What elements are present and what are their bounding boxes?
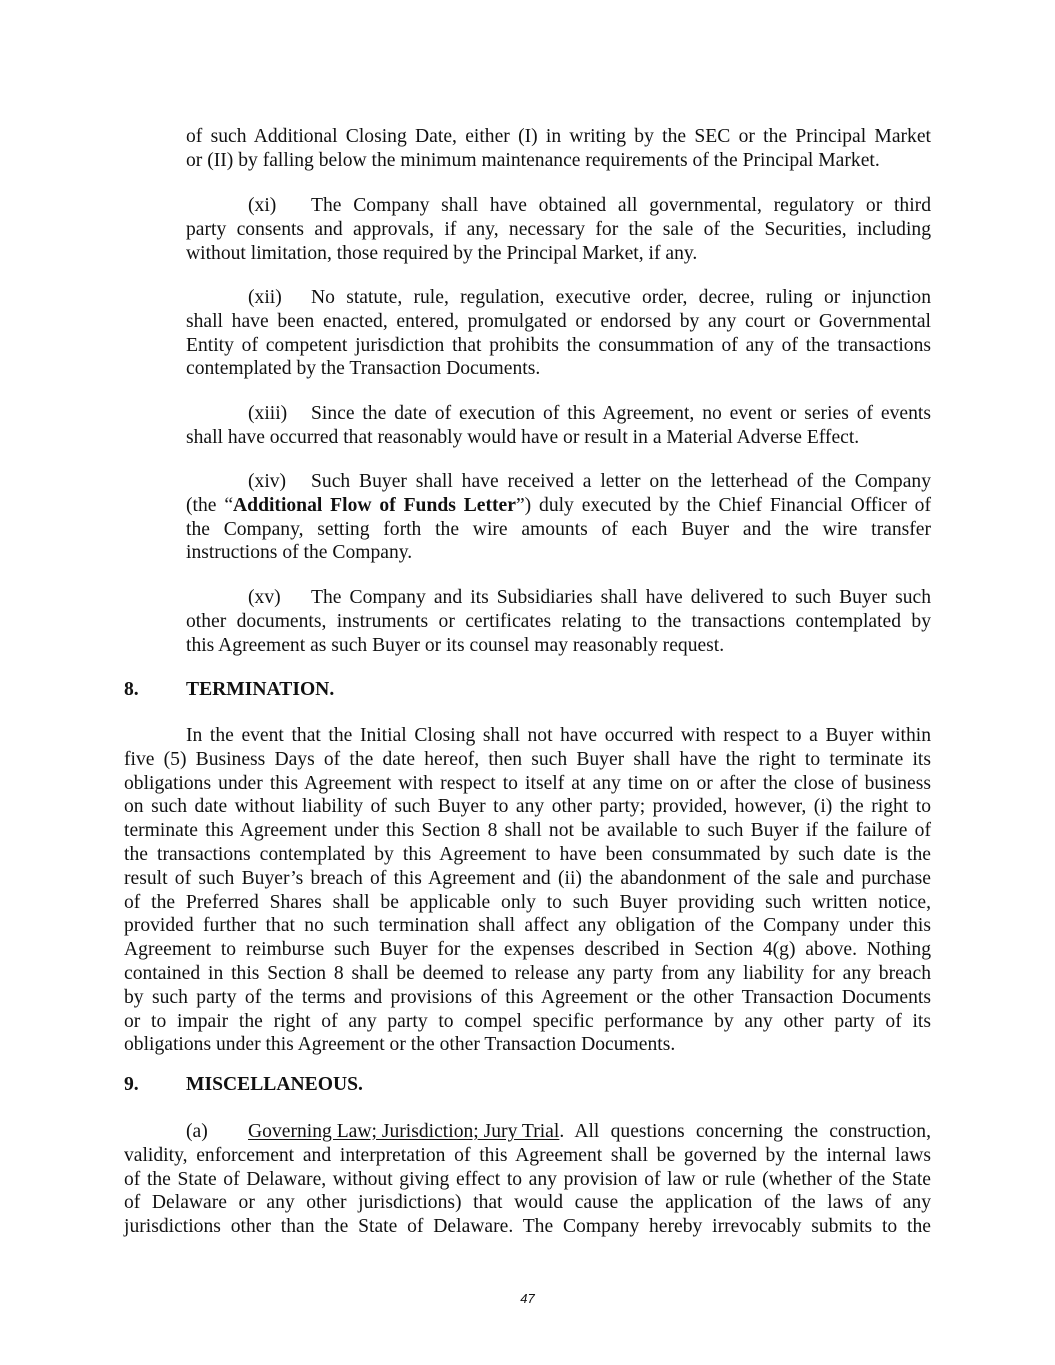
- item-first-line: [186, 402, 931, 426]
- text-line: of the State of Delaware, without giving effect to any provision of law or rule (whether of the State: [124, 1168, 931, 1190]
- item-first-line-text: Such Buyer shall have received a letter on the letterhead of the Company: [311, 471, 931, 492]
- item-first-line-text: The Company and its Subsidiaries shall have delivered to such Buyer such: [311, 587, 931, 608]
- text-line: obligations under this Agreement with respect to itself at any time on or after the close of business: [124, 772, 931, 794]
- defined-term: Additional Flow of Funds Letter: [233, 494, 516, 516]
- text-line: Entity of competent jurisdiction that prohibits the consummation of any of the transactions: [186, 334, 931, 356]
- text-line: on such date without liability of such Buyer to any other party; provided, however, (i) the right to: [124, 796, 931, 818]
- text-fragment: (the “: [186, 494, 234, 516]
- item-first-line: [186, 470, 931, 494]
- item-first-line-text: Since the date of execution of this Agreement, no event or series of events: [311, 403, 931, 424]
- section-number: 9.: [124, 1074, 139, 1095]
- text-line: obligations under this Agreement or the other Transaction Documents.: [124, 1034, 676, 1056]
- governing-law-paragraph: [124, 1120, 931, 1239]
- section-title: MISCELLANEOUS.: [186, 1074, 363, 1095]
- text-line: shall have been enacted, entered, promulgated or endorsed by any court or Governmental: [186, 310, 931, 332]
- item-label: (xi): [248, 195, 277, 216]
- condition-item-xii: [186, 286, 931, 381]
- subsection-heading: Governing Law; Jurisdiction; Jury Trial: [248, 1121, 560, 1142]
- item-first-line-text: No statute, rule, regulation, executive order, decree, ruling or injunction: [311, 287, 931, 308]
- termination-paragraph: [124, 724, 931, 1057]
- item-label: (xv): [248, 587, 281, 608]
- item-first-line: [186, 286, 931, 310]
- item-label: (xiv): [248, 471, 287, 492]
- item-label: (xii): [248, 287, 282, 308]
- text-line: or (II) by falling below the minimum maintenance requirements of the Principal Market.: [186, 149, 880, 171]
- text-line: instructions of the Company.: [186, 542, 413, 564]
- text-line: other documents, instruments or certificates relating to the transactions contemplated by: [186, 610, 931, 632]
- text-line: shall have occurred that reasonably would have or result in a Material Adverse Effect.: [186, 426, 860, 448]
- item-label: (xiii): [248, 403, 288, 424]
- text-line: this Agreement as such Buyer or its counsel may reasonably request.: [186, 634, 725, 656]
- page-number: 47: [520, 1291, 535, 1306]
- text-line: jurisdictions other than the State of Delaware. The Company hereby irrevocably submits to the: [124, 1216, 931, 1238]
- item-first-line: [186, 586, 931, 610]
- subsection-first-line: [124, 1120, 931, 1144]
- text-fragment: ”) duly executed by the Chief Financial Officer of: [515, 494, 931, 516]
- first-line-text: In the event that the Initial Closing shall not have occurred with respect to a Buyer within: [186, 725, 931, 746]
- text-line: terminate this Agreement under this Section 8 shall not be available to such Buyer if the failure of: [124, 820, 931, 842]
- text-line: contemplated by the Transaction Documents.: [186, 358, 541, 380]
- subsection-label: (a): [186, 1121, 208, 1142]
- text-fragment: . All questions concerning the construction,: [559, 1121, 931, 1142]
- item-first-line-text: The Company shall have obtained all governmental, regulatory or third: [311, 195, 931, 216]
- subsection-first-line-text: [248, 1120, 931, 1144]
- section-number: 8.: [124, 679, 139, 700]
- text-line: contained in this Section 8 shall be deemed to release any party from any liability for any breach: [124, 962, 931, 984]
- text-line: of Delaware or any other jurisdictions) that would cause the application of the laws of any: [124, 1192, 931, 1214]
- paragraph-first-line: [124, 724, 931, 748]
- text-line: the transactions contemplated by this Agreement to have been consummated by such date is the: [124, 843, 931, 865]
- section-title: TERMINATION.: [186, 679, 335, 700]
- text-line: five (5) Business Days of the date hereof, then such Buyer shall have the right to terminate its: [124, 748, 931, 770]
- text-line: provided further that no such termination shall affect any obligation of the Company under this: [124, 915, 931, 937]
- condition-item-xv: [186, 586, 931, 657]
- item-first-line: [186, 194, 931, 218]
- text-line: validity, enforcement and interpretation of this Agreement shall be governed by the internal laws: [124, 1144, 931, 1166]
- text-line: of such Additional Closing Date, either (I) in writing by the SEC or the Principal Market: [186, 126, 931, 147]
- text-line-with-defined-term: [186, 494, 931, 518]
- text-line: of the Preferred Shares shall be applicable only to such Buyer providing such written notice,: [124, 891, 931, 913]
- text-line: by such party of the terms and provisions of this Agreement or the other Transaction Documents: [124, 986, 931, 1008]
- condition-item-xi: [186, 194, 931, 265]
- condition-item-xiv: [186, 470, 931, 565]
- continuation-paragraph: [186, 125, 931, 173]
- text-line: or to impair the right of any party to compel specific performance by any other party of its: [124, 1010, 931, 1032]
- text-line: the Company, setting forth the wire amounts of each Buyer and the wire transfer: [186, 518, 931, 540]
- text-line: Agreement to reimburse such Buyer for the expenses described in Section 4(g) above. Nothing: [124, 939, 931, 961]
- text-line: party consents and approvals, if any, necessary for the sale of the Securities, including: [186, 218, 931, 240]
- text-line: result of such Buyer’s breach of this Agreement and (ii) the abandonment of the sale and purchase: [124, 867, 931, 889]
- text-line: without limitation, those required by the Principal Market, if any.: [186, 242, 698, 264]
- condition-item-xiii: [186, 402, 931, 450]
